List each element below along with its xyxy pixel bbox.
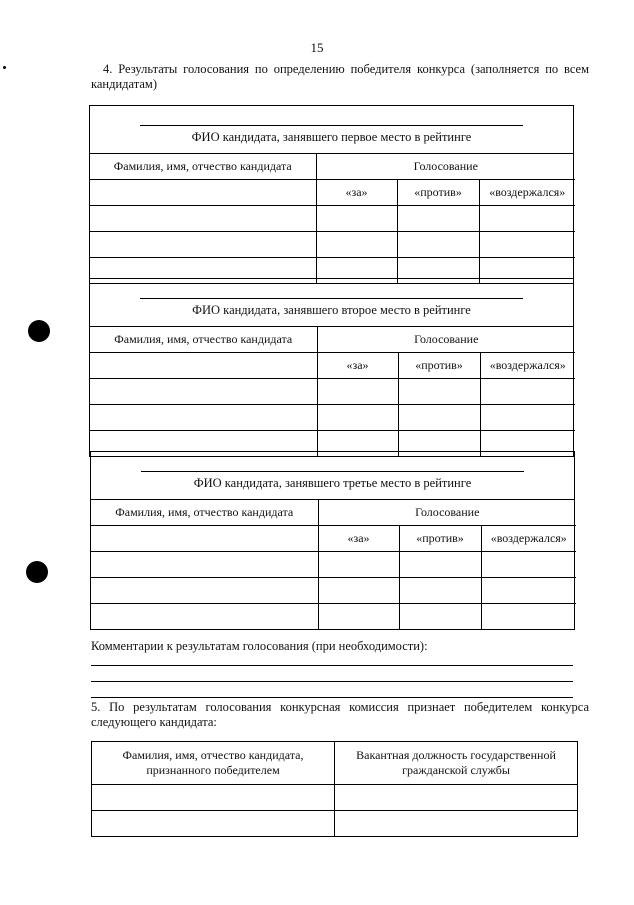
col-position-header: Вакантная должность государственной гражданской службы [335,742,578,785]
table-row [92,811,578,837]
for-cell [316,206,397,232]
block-title-area [91,452,574,500]
page-number: 15 [310,40,324,55]
for-cell [318,604,399,630]
col-for-header: «за» [318,526,399,552]
header-row [92,742,578,785]
vote-block-second-place [89,278,574,457]
col-fio-header: Фамилия, имя, отчество кандидата [91,500,318,526]
vote-block-third-place [90,451,575,630]
fio-cell [90,405,317,431]
col-against-header: «против» [399,526,481,552]
table-row [90,379,575,405]
col-voting-header: Голосование [318,500,576,526]
block-title-area [90,279,573,327]
subheader-row [91,526,576,552]
table-row [91,552,576,578]
col-winner-fio-header: Фамилия, имя, отчество кандидата, признанного победителем [92,742,335,785]
winner-fio-cell [92,811,335,837]
comments-label: Комментарии к результатам голосования (при необходимости): [91,639,428,653]
col-fio-header: Фамилия, имя, отчество кандидата [90,154,316,180]
col-for-header: «за» [316,180,397,206]
section-4-heading: 4. Результаты голосования по определению победителя конкурса (заполняется по всем кандидатам) [91,62,589,91]
col-against-header: «против» [397,180,479,206]
block-title-area [90,106,573,154]
section-5-heading: 5. По результатам голосования конкурсная комиссия признает победителем конкурса следующего кандидата: [91,700,589,729]
col-against-header: «против» [398,353,480,379]
abstained-cell [481,552,576,578]
col-abstained-header: «воздержался» [481,526,576,552]
against-cell [399,604,481,630]
block-title: ФИО кандидата, занявшего второе место в рейтинге [192,303,471,317]
comments-line [91,681,573,682]
table-row [91,604,576,630]
table-row [92,785,578,811]
vote-table [90,154,575,283]
for-cell [316,232,397,258]
table-row [91,578,576,604]
blank-cell [90,353,317,379]
vote-table [91,500,576,629]
col-voting-header: Голосование [316,154,575,180]
vote-block-first-place [89,105,574,284]
abstained-cell [479,206,575,232]
fio-cell [90,206,316,232]
header-row [90,154,575,180]
abstained-cell [481,578,576,604]
fio-cell [90,232,316,258]
blank-cell [91,526,318,552]
abstained-cell [479,232,575,258]
blank-cell [90,180,316,206]
against-cell [398,379,480,405]
against-cell [397,232,479,258]
subheader-row [90,180,575,206]
comments-line [91,665,573,666]
fio-cell [91,604,318,630]
fio-cell [91,578,318,604]
for-cell [318,552,399,578]
col-fio-header: Фамилия, имя, отчество кандидата [90,327,317,353]
winner-table [91,741,578,837]
table-row [90,206,575,232]
against-cell [397,206,479,232]
punch-hole-top [28,320,50,342]
col-abstained-header: «воздержался» [479,180,575,206]
name-entry-line [140,125,523,126]
block-title: ФИО кандидата, занявшего первое место в рейтинге [191,130,472,144]
abstained-cell [481,604,576,630]
header-row [91,500,576,526]
position-cell [335,785,578,811]
abstained-cell [480,379,575,405]
col-voting-header: Голосование [317,327,575,353]
vote-table [90,327,575,456]
winner-fio-cell [92,785,335,811]
col-abstained-header: «воздержался» [480,353,575,379]
punch-mark-dot [3,66,6,69]
against-cell [399,552,481,578]
name-entry-line [140,298,523,299]
against-cell [399,578,481,604]
table-row [90,405,575,431]
for-cell [317,405,398,431]
subheader-row [90,353,575,379]
header-row [90,327,575,353]
col-for-header: «за» [317,353,398,379]
fio-cell [90,379,317,405]
abstained-cell [480,405,575,431]
fio-cell [91,552,318,578]
for-cell [317,379,398,405]
comments-line [91,697,573,698]
against-cell [398,405,480,431]
table-row [90,232,575,258]
for-cell [318,578,399,604]
punch-hole-bottom [26,561,48,583]
position-cell [335,811,578,837]
name-entry-line [141,471,524,472]
block-title: ФИО кандидата, занявшего третье место в рейтинге [193,476,472,490]
